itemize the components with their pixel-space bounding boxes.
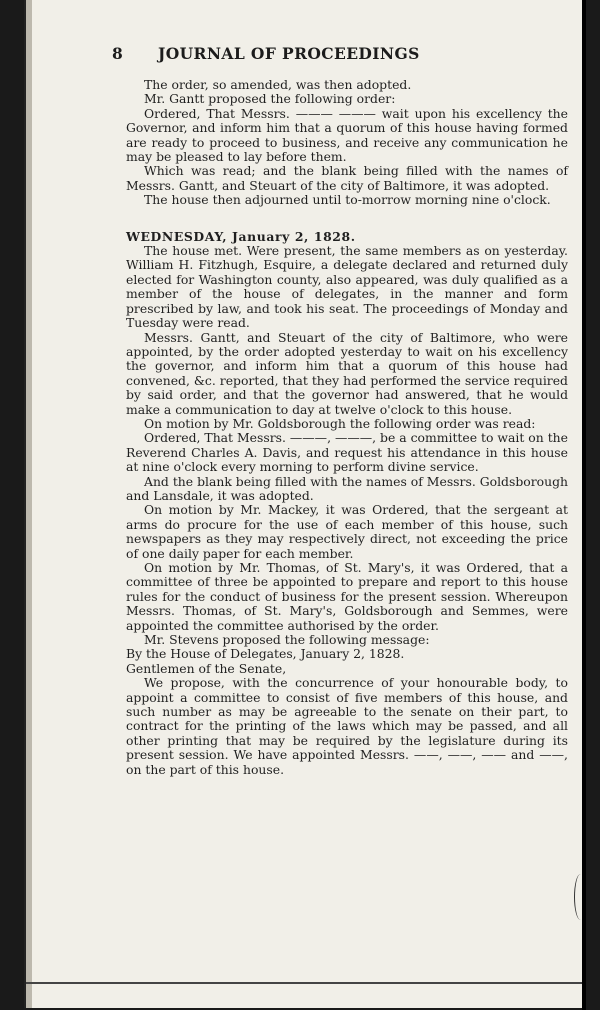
paragraph: Mr. Gantt proposed the following order:	[144, 91, 396, 107]
paragraph: Which was read; and the blank being filled with the names of Messrs. Gantt, and Steuart of the city of Baltimore, it was adopted.	[126, 163, 568, 193]
page-binding-shadow	[26, 0, 32, 1008]
body-text	[126, 78, 568, 777]
salutation: Gentlemen of the Senate,	[126, 660, 287, 676]
paragraph: Mr. Stevens proposed the following message:	[144, 632, 430, 648]
journal-page	[24, 0, 586, 1008]
paragraph: On motion by Mr. Mackey, it was Ordered, that the sergeant at arms do procure for the use of each member of this house, such newspapers as they may respectively direct, not exceeding the price of one daily paper for each member.	[126, 502, 568, 561]
paragraph: We propose, with the concurrence of your honourable body, to appoint a committee to consist of five members of this house, and such number as may be agreeable to the senate on their part, to contract for the printing of the laws which may be passed, and all other printing that may be required by the legislature during its present session. We have appointed Messrs. ——, ——, —— and ——, on the part of this house.	[126, 675, 568, 777]
paragraph: The order, so amended, was then adopted.	[144, 77, 412, 92]
date-heading: WEDNESDAY, January 2, 1828.	[126, 228, 356, 244]
paragraph: Messrs. Gantt, and Steuart of the city of Baltimore, who were appointed, by the order adopted yesterday to wait on his excellency the governor, and inform him that a quorum of this house had convened, &c. reported, that they had performed the service required by said order, and that the governor had answered, that he would make a communication to day at twelve o'clock to this house.	[126, 329, 568, 417]
paragraph: The house then adjourned until to-morrow morning nine o'clock.	[144, 192, 551, 208]
paragraph: And the blank being filled with the names of Messrs. Goldsborough and Lansdale, it was adopted.	[126, 473, 568, 503]
page-edge-right	[582, 0, 586, 1010]
running-title: JOURNAL OF PROCEEDINGS	[158, 44, 420, 63]
message-dateline: By the House of Delegates, January 2, 1828.	[126, 646, 405, 662]
paragraph: On motion by Mr. Thomas, of St. Mary's, it was Ordered, that a committee of three be appointed to prepare and report to this house rules for the conduct of business for the present session. Whereupon Messrs. Thomas, of St. Mary's, Goldsborough and Semmes, were appointed the committee authorised by the order.	[126, 560, 568, 633]
page-edge-bottom	[26, 982, 586, 984]
paragraph: On motion by Mr. Goldsborough the following order was read:	[144, 415, 536, 431]
paragraph: Ordered, That Messrs. ———, ———, be a committee to wait on the Reverend Charles A. Davis, and request his attendance in this house at nine o'clock every morning to perform divine service.	[126, 430, 568, 475]
paragraph: The house met. Were present, the same members as on yesterday. William H. Fitzhugh, Esquire, a delegate declared and returned duly elected for Washington county, also appeared, was duly qualified as a member of the house of delegates, in the manner and form prescribed by law, and took his seat. The proceedings of Monday and Tuesday were read.	[126, 243, 568, 331]
page-header	[112, 44, 532, 66]
paragraph: Ordered, That Messrs. ——— ——— wait upon his excellency the Governor, and inform him that a quorum of this house having formed are ready to proceed to business, and receive any communication he may be pleased to lay before them.	[126, 105, 568, 165]
page-number: 8	[112, 44, 124, 63]
